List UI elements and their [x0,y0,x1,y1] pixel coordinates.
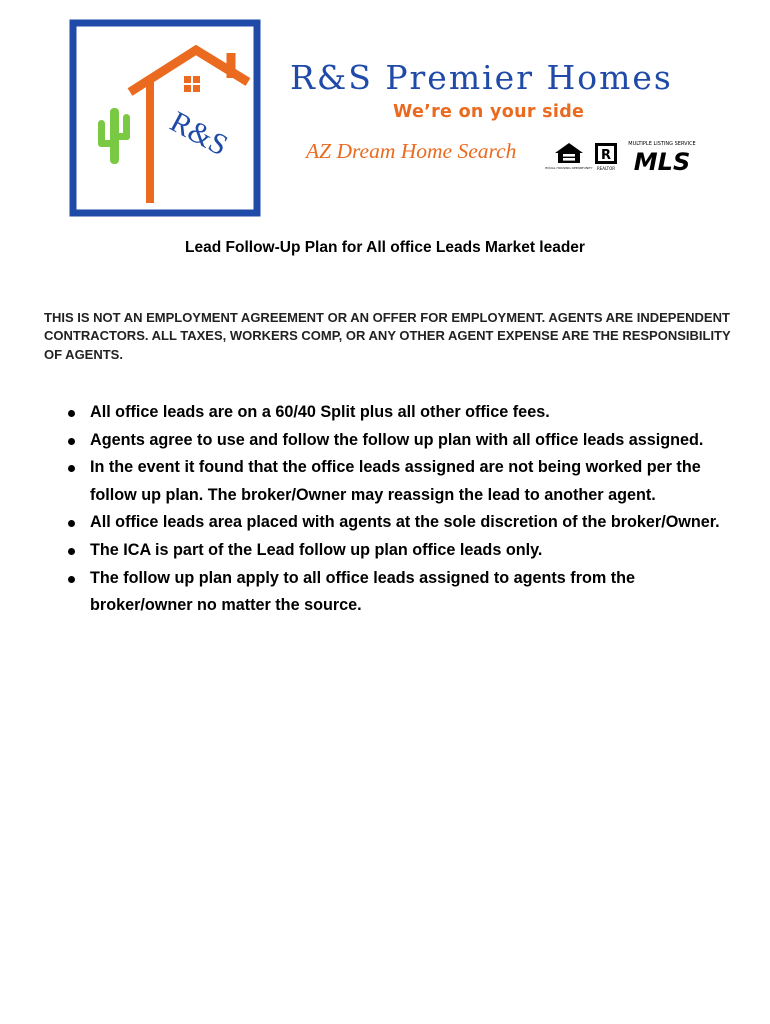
search-brand: AZ Dream Home Search [306,139,517,163]
bullet-icon [68,576,75,583]
list-item [65,537,735,565]
brand-name: R&S Premier Homes [290,58,673,97]
document-title: Lead Follow-Up Plan for All office Leads Market leader [185,239,585,256]
list-item [65,399,735,427]
svg-text:MLS: MLS [633,148,691,176]
policy-list [65,399,735,620]
list-item-text: In the event it found that the office leads assigned are not being worked per the follow up plan. The broker/Owner may reassign the lead to another agent. [90,458,701,504]
list-item [65,509,735,537]
svg-text:R: R [600,148,612,163]
list-item-text: The ICA is part of the Lead follow up plan office leads only. [90,540,543,559]
logo-frame [73,23,257,213]
list-item [65,454,735,509]
list-item-text: All office leads are on a 60/40 Split plus all other office fees. [90,403,550,421]
bullet-icon [68,438,75,445]
svg-text:MULTIPLE LISTING SERVICE: MULTIPLE LISTING SERVICE [628,141,696,147]
list-item-text: The follow up plan apply to all office leads assigned to agents from the broker/owner no matter the source. [90,568,636,615]
realtor-icon [592,142,620,172]
company-logo [70,20,260,216]
tagline: We’re on your side [393,102,585,122]
disclaimer-text: THIS IS NOT AN EMPLOYMENT AGREEMENT OR AN OFFER FOR EMPLOYMENT. AGENTS ARE INDEPENDENT CONTRACTORS. ALL TAXES, WORKERS COMP, OR ANY OTHER AGENT EXPENSE ARE THE RESPONSIBILITY OF AGENTS. [44,310,731,362]
bullet-icon [68,520,75,527]
bullet-icon [68,465,75,472]
bullet-icon [68,548,75,555]
svg-text:EQUAL HOUSING OPPORTUNITY: EQUAL HOUSING OPPORTUNITY [545,166,593,170]
list-item [65,427,735,455]
list-item [65,565,735,620]
svg-text:REALTOR: REALTOR [596,166,616,171]
mls-icon [622,138,702,174]
bullet-icon [68,410,75,417]
list-item-text: Agents agree to use and follow the follow up plan with all office leads assigned. [90,430,704,449]
equal-housing-icon [545,142,593,172]
logo-monogram: R&S [164,105,234,163]
list-item-text: All office leads area placed with agents at the sole discretion of the broker/Owner. [90,513,720,532]
